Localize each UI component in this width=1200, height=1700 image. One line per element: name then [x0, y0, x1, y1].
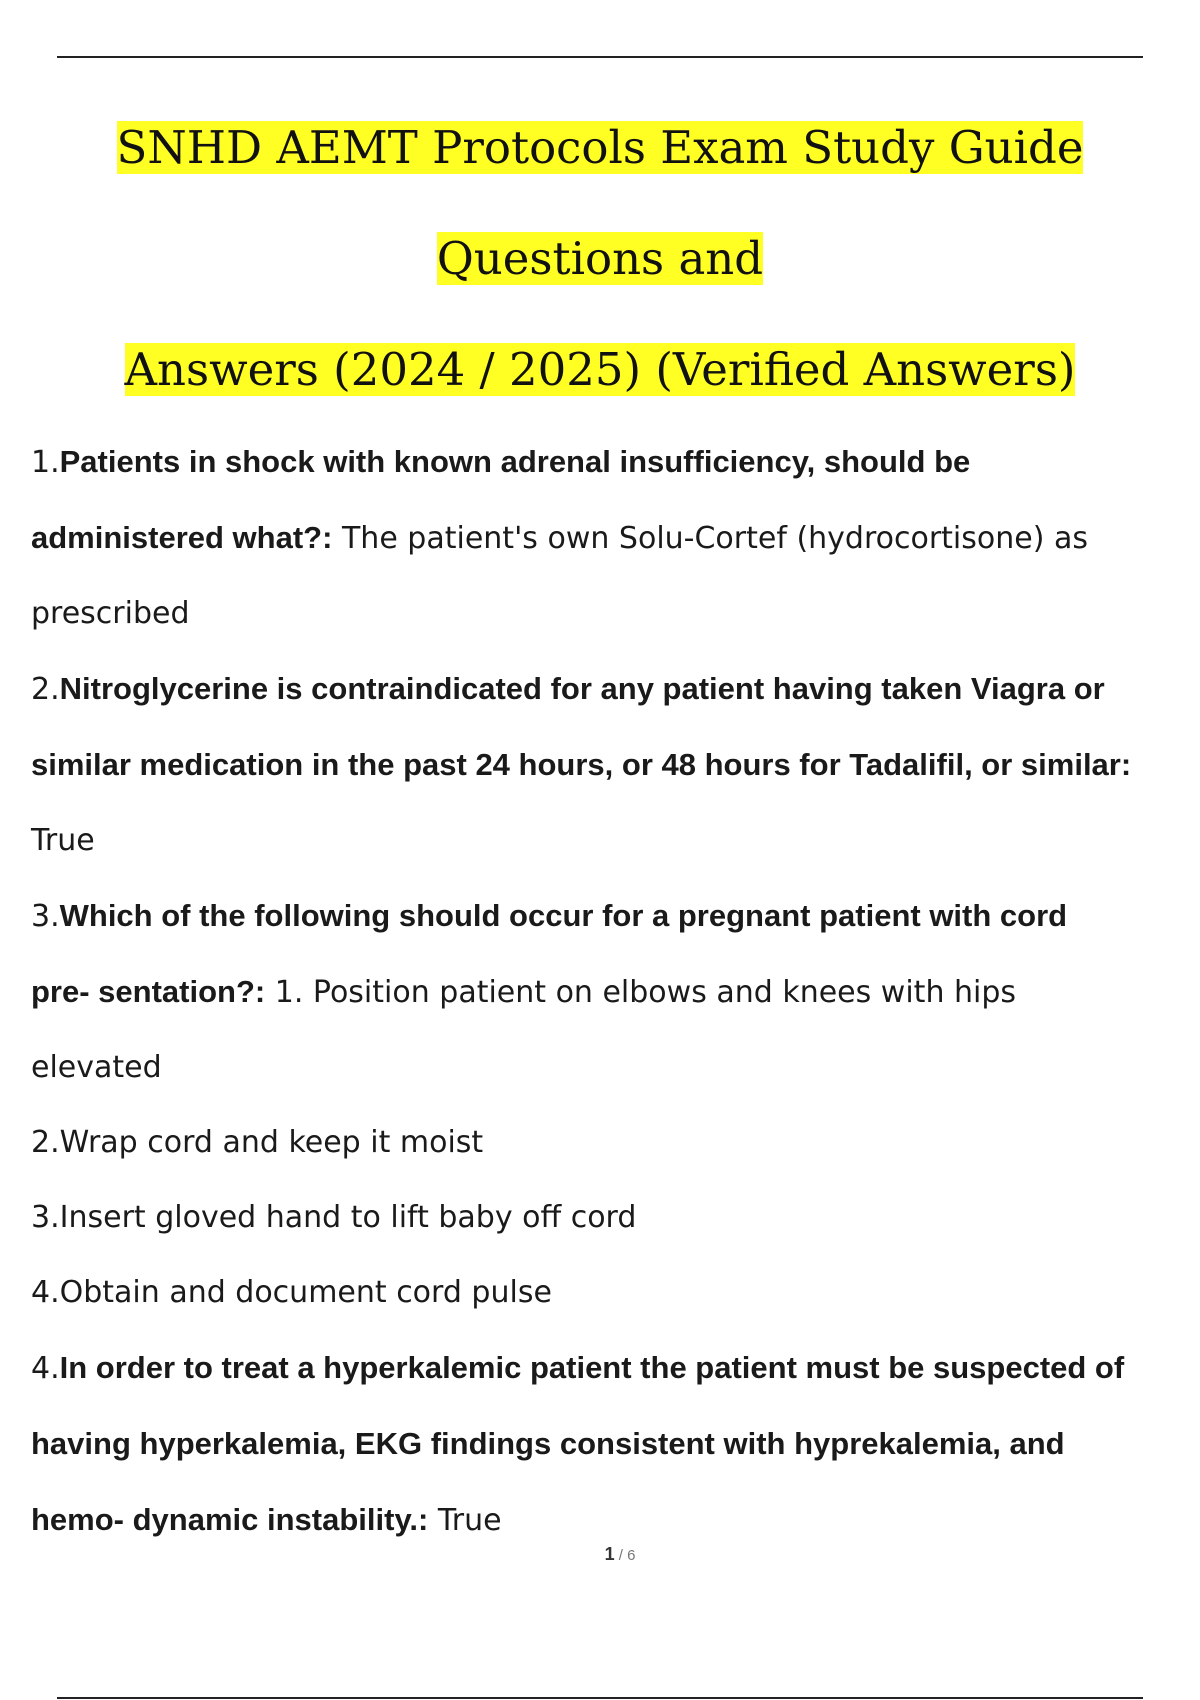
question-3-line-1: [31, 878, 1181, 954]
answer-1-line-3: [31, 576, 1181, 651]
question-1-text-b: administered what?:: [31, 520, 333, 555]
question-1-text-a: Patients in shock with known adrenal insufficiency, should be: [59, 444, 971, 479]
question-3-line-2: [31, 954, 1181, 1030]
question-1-number: 1.: [31, 445, 60, 480]
question-3-text-b: pre- sentation?:: [31, 974, 266, 1009]
subitem-text: Insert gloved hand to lift baby off cord: [59, 1200, 637, 1235]
bottom-rule: [57, 1697, 1143, 1699]
question-4-text-a: In order to treat a hyperkalemic patient the patient must be suspected of: [59, 1350, 1125, 1385]
title-line-1: SNHD AEMT Protocols Exam Study Guide Questions and: [116, 121, 1084, 285]
question-3-number: 3.: [31, 899, 60, 934]
answer-3-subitem: [31, 1255, 1181, 1330]
answer-3-subitem: [31, 1180, 1181, 1255]
subitem-number: 3.: [31, 1200, 60, 1235]
answer-1-text-a: The patient's own Solu-Cortef (hydrocortisone) as: [332, 521, 1088, 556]
question-2-line-2: [31, 727, 1181, 803]
document-title: [0, 92, 1200, 425]
question-1-line-2: [31, 500, 1181, 576]
question-4-line-2: [31, 1406, 1181, 1482]
question-4-line-1: [31, 1330, 1181, 1406]
answer-3-text-b: elevated: [31, 1050, 162, 1085]
question-2-text-a: Nitroglycerine is contraindicated for any patient having taken Viagra or: [59, 671, 1105, 706]
answer-1-text-b: prescribed: [31, 596, 190, 631]
question-4-number: 4.: [31, 1351, 60, 1386]
answer-3-line-3: [31, 1030, 1181, 1105]
question-4-text-c: hemo- dynamic instability.:: [31, 1502, 429, 1537]
subitem-text: Obtain and document cord pulse: [59, 1275, 552, 1310]
question-2-text-b: similar medication in the past 24 hours, or 48 hours for Tadalifil, or similar:: [31, 747, 1132, 782]
document-body: [31, 424, 1181, 1558]
question-3-text-a: Which of the following should occur for a pregnant patient with cord: [59, 898, 1068, 933]
subitem-number: 4.: [31, 1275, 60, 1310]
subitem-text: Wrap cord and keep it moist: [59, 1125, 484, 1160]
question-4-text-b: having hyperkalemia, EKG findings consistent with hyprekalemia, and: [31, 1426, 1065, 1461]
question-2-line-1: [31, 651, 1181, 727]
answer-4-text: True: [428, 1503, 502, 1538]
subitem-number: 2.: [31, 1125, 60, 1160]
answer-2-line: [31, 803, 1181, 878]
question-2-number: 2.: [31, 672, 60, 707]
answer-2-text: True: [31, 823, 95, 858]
page-current: 1: [604, 1544, 615, 1564]
question-1-line-1: [31, 424, 1181, 500]
page-indicator: [0, 1544, 1200, 1565]
title-line-2: Answers (2024 / 2025) (Verified Answers): [124, 343, 1076, 396]
answer-3-subitem: [31, 1105, 1181, 1180]
answer-3-text-a: 1. Position patient on elbows and knees with hips: [265, 975, 1017, 1010]
page-total: / 6: [618, 1547, 636, 1564]
top-rule: [57, 56, 1143, 58]
